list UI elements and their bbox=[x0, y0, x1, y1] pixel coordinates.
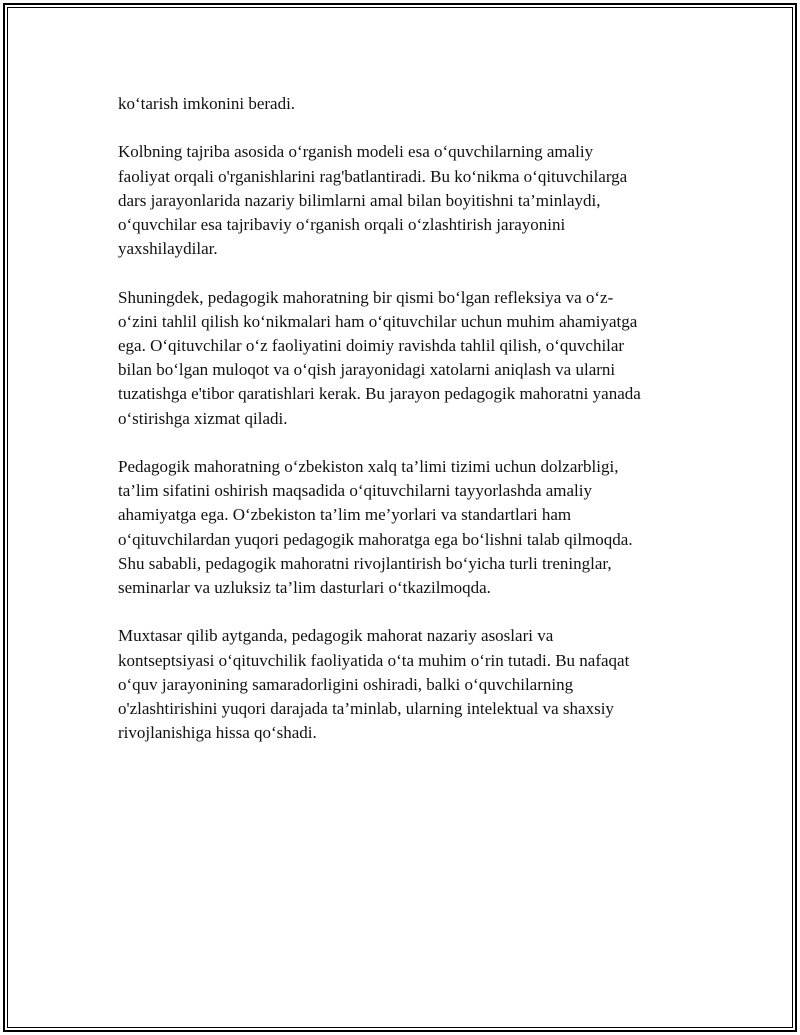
text-line: ahamiyatga ega. O‘zbekiston ta’lim me’yorlari va standartlari ham bbox=[118, 505, 572, 525]
text-line: bilan bo‘lgan muloqot va o‘qish jarayonidagi xatolarni aniqlash va ularni bbox=[118, 360, 616, 380]
text-line: Kolbning tajriba asosida o‘rganish modeli esa o‘quvchilarning amaliy bbox=[118, 142, 594, 162]
text-line: yaxshilaydilar. bbox=[118, 239, 218, 259]
paragraph-2 bbox=[118, 140, 698, 261]
document-body bbox=[118, 92, 698, 770]
text-line: Shuningdek, pedagogik mahoratning bir qismi bo‘lgan refleksiya va o‘z- bbox=[118, 287, 614, 307]
text-line: ko‘tarish imkonini beradi. bbox=[118, 94, 296, 113]
text-line: rivojlanishiga hissa qo‘shadi. bbox=[118, 723, 317, 743]
text-line: o'zlashtirishini yuqori darajada ta’minlab, ularning intelektual va shaxsiy bbox=[118, 699, 614, 719]
text-line: Muxtasar qilib aytganda, pedagogik mahorat nazariy asoslari va bbox=[118, 626, 554, 646]
text-line: o‘zini tahlil qilish ko‘nikmalari ham o‘qituvchilar uchun muhim ahamiyatga bbox=[118, 311, 638, 331]
paragraph-1 bbox=[118, 92, 698, 116]
text-line: o‘quv jarayonining samaradorligini oshiradi, balki o‘quvchilarning bbox=[118, 674, 574, 694]
text-line: faoliyat orqali o'rganishlarini rag'batlantiradi. Bu ko‘nikma o‘qituvchilarga bbox=[118, 166, 628, 186]
text-line: kontseptsiyasi o‘qituvchilik faoliyatida o‘ta muhim o‘rin tutadi. Bu nafaqat bbox=[118, 650, 630, 670]
text-line: dars jarayonlarida nazariy bilimlarni amal bilan boyitishni ta’minlaydi, bbox=[118, 190, 601, 210]
paragraph-5 bbox=[118, 624, 698, 745]
text-line: ta’lim sifatini oshirish maqsadida o‘qituvchilarni tayyorlashda amaliy bbox=[118, 481, 592, 501]
text-line: tuzatishga e'tibor qaratishlari kerak. Bu jarayon pedagogik mahoratni yanada bbox=[118, 384, 641, 404]
text-line: ega. O‘qituvchilar o‘z faoliyatini doimiy ravishda tahlil qilish, o‘quvchilar bbox=[118, 336, 625, 355]
text-line: o‘stirishga xizmat qiladi. bbox=[118, 408, 288, 428]
text-line: Pedagogik mahoratning o‘zbekiston xalq ta’limi tizimi uchun dolzarbligi, bbox=[118, 457, 619, 476]
text-line: o‘qituvchilardan yuqori pedagogik mahoratga ega bo‘lishni talab qilmoqda. bbox=[118, 529, 633, 549]
text-line: Shu sababli, pedagogik mahoratni rivojlantirish bo‘yicha turli treninglar, bbox=[118, 553, 612, 573]
paragraph-4 bbox=[118, 455, 698, 600]
text-line: seminarlar va uzluksiz ta’lim dasturlari o‘tkazilmoqda. bbox=[118, 578, 491, 598]
text-line: o‘quvchilar esa tajribaviy o‘rganish orqali o‘zlashtirish jarayonini bbox=[118, 215, 566, 234]
paragraph-3 bbox=[118, 286, 698, 431]
